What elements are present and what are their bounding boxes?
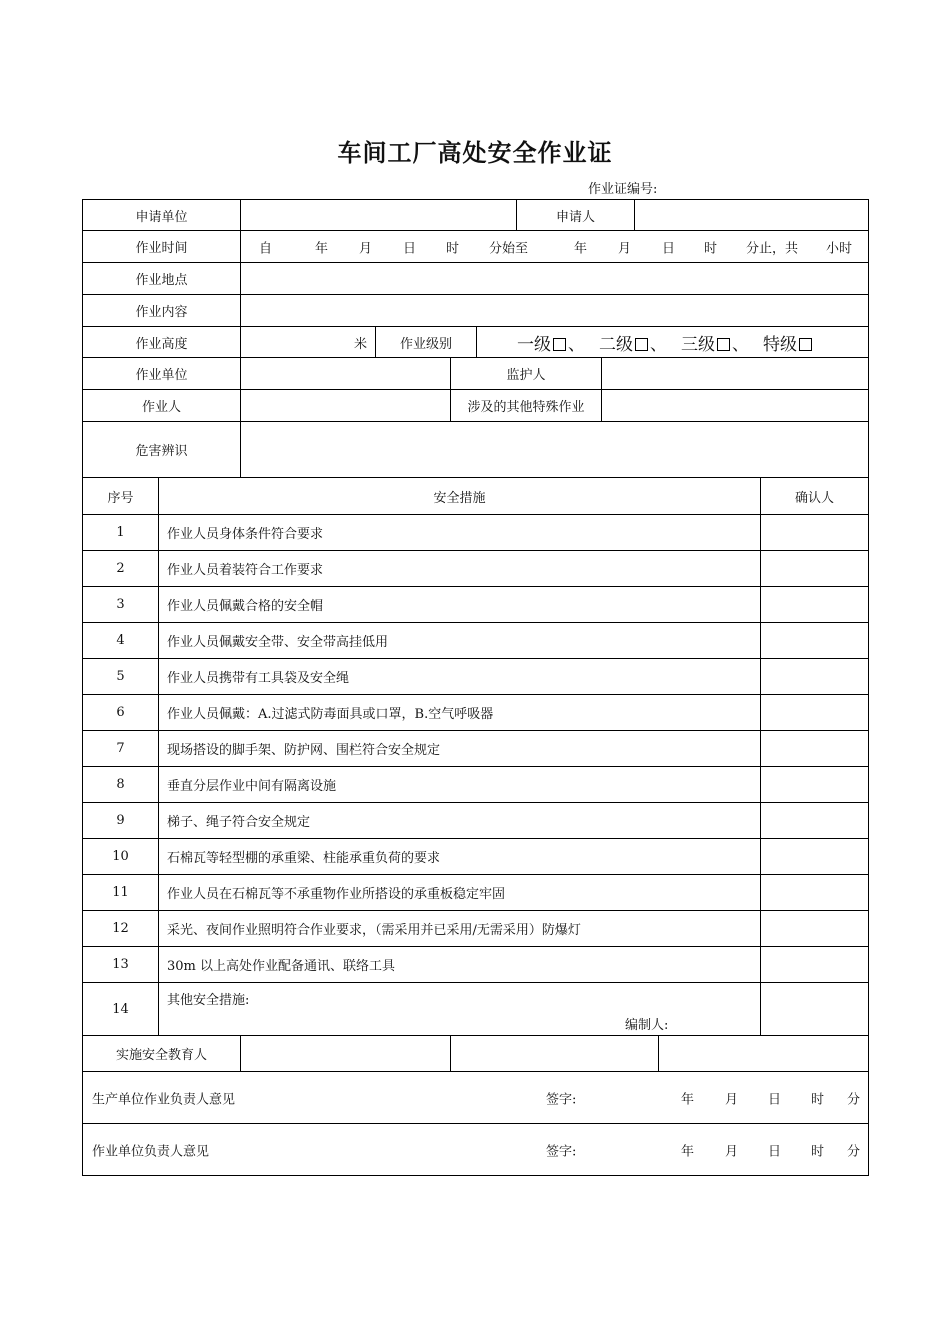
- worker-field[interactable]: [241, 390, 451, 421]
- opinion-label: 作业单位负责人意见: [92, 1144, 210, 1159]
- row-content: [82, 295, 869, 327]
- other-measures-label: 其他安全措施:: [167, 993, 250, 1008]
- level-option-3[interactable]: 三级 、: [681, 334, 749, 355]
- level-label: 作业级别: [376, 327, 477, 357]
- date-part: 时: [811, 1144, 825, 1159]
- row-work-unit: [82, 358, 869, 390]
- date-part: 日: [768, 1092, 782, 1107]
- measure-no: 11: [83, 875, 159, 910]
- other-special-label: 涉及的其他特殊作业: [451, 390, 602, 421]
- date-part: 月: [725, 1144, 739, 1159]
- supervisor-label: 监护人: [451, 358, 602, 389]
- time-part: 时: [704, 241, 718, 256]
- row-location: [82, 263, 869, 295]
- measure-no: 7: [83, 731, 159, 766]
- measure-text: 垂直分层作业中间有隔离设施: [159, 767, 761, 802]
- row-height-level: [82, 327, 869, 358]
- measure-text: 作业人员佩戴：A.过滤式防毒面具或口罩，B.空气呼吸器: [159, 695, 761, 730]
- applicant-field[interactable]: [635, 200, 868, 230]
- sign-label: 签字:: [546, 1144, 577, 1159]
- confirm-field[interactable]: [761, 803, 868, 838]
- measure-no: 6: [83, 695, 159, 730]
- measure-no: 14: [83, 983, 159, 1035]
- measures-header: [82, 478, 869, 515]
- other-measures-field[interactable]: [159, 983, 761, 1035]
- confirm-field[interactable]: [761, 623, 868, 658]
- content-field[interactable]: [241, 295, 868, 326]
- measure-no: 2: [83, 551, 159, 586]
- confirm-field[interactable]: [761, 695, 868, 730]
- apply-unit-field[interactable]: [241, 200, 517, 230]
- educator-field-1[interactable]: [241, 1036, 451, 1071]
- location-label: 作业地点: [83, 263, 241, 294]
- confirm-field[interactable]: [761, 551, 868, 586]
- row-apply-unit: [82, 199, 869, 231]
- sign-label: 签字:: [546, 1092, 577, 1107]
- table-row: [82, 695, 869, 731]
- other-special-field[interactable]: [602, 390, 868, 421]
- time-part: 年: [315, 241, 329, 256]
- measure-no: 13: [83, 947, 159, 982]
- level-option-4[interactable]: 特级: [763, 330, 814, 355]
- level-option-2[interactable]: 二级 、: [599, 334, 667, 355]
- apply-unit-label: 申请单位: [83, 200, 241, 230]
- measure-text: 作业人员在石棉瓦等不承重物作业所搭设的承重板稳定牢固: [159, 875, 761, 910]
- content-label: 作业内容: [83, 295, 241, 326]
- table-row: [82, 911, 869, 947]
- col-no-header: 序号: [83, 478, 159, 514]
- table-row: [82, 623, 869, 659]
- confirm-field[interactable]: [761, 767, 868, 802]
- work-unit-field[interactable]: [241, 358, 451, 389]
- checkbox-icon[interactable]: [717, 338, 730, 351]
- confirm-field[interactable]: [761, 839, 868, 874]
- level-option-1[interactable]: 一级 、: [517, 334, 585, 355]
- table-row: [82, 947, 869, 983]
- time-part: 分始至: [489, 241, 529, 256]
- time-part: 日: [403, 241, 417, 256]
- time-part: 自: [259, 241, 273, 256]
- measure-text: 石棉瓦等轻型棚的承重梁、柱能承重负荷的要求: [159, 839, 761, 874]
- applicant-label: 申请人: [517, 200, 635, 230]
- measure-text: 采光、夜间作业照明符合作业要求，（需采用并已采用/无需采用）防爆灯: [159, 911, 761, 946]
- measure-no: 4: [83, 623, 159, 658]
- time-part: 年: [574, 241, 588, 256]
- date-part: 年: [681, 1092, 695, 1107]
- height-field[interactable]: [241, 327, 376, 357]
- measure-text: 梯子、绳子符合安全规定: [159, 803, 761, 838]
- table-row-other: [82, 983, 869, 1036]
- measure-text: 作业人员身体条件符合要求: [159, 515, 761, 550]
- row-educator: [82, 1036, 869, 1072]
- row-production-opinion[interactable]: [82, 1072, 869, 1124]
- author-label: 编制人:: [625, 1018, 669, 1033]
- educator-field-2[interactable]: [451, 1036, 659, 1071]
- hazard-label: 危害辨识: [83, 422, 241, 477]
- time-part: 时: [446, 241, 460, 256]
- table-row: [82, 875, 869, 911]
- measure-text: 作业人员携带有工具袋及安全绳: [159, 659, 761, 694]
- table-row: [82, 731, 869, 767]
- confirm-field[interactable]: [761, 731, 868, 766]
- measure-no: 1: [83, 515, 159, 550]
- table-row: [82, 839, 869, 875]
- level-options: [477, 327, 868, 357]
- table-row: [82, 551, 869, 587]
- time-part: 月: [618, 241, 632, 256]
- hazard-field[interactable]: [241, 422, 868, 477]
- table-row: [82, 767, 869, 803]
- measure-no: 5: [83, 659, 159, 694]
- table-row: [82, 803, 869, 839]
- row-hazard: [82, 422, 869, 478]
- confirm-field[interactable]: [761, 515, 868, 550]
- work-time-label: 作业时间: [83, 231, 241, 262]
- time-part: 分止，共: [746, 241, 799, 256]
- height-unit: 米: [353, 336, 367, 352]
- table-row: [82, 515, 869, 551]
- permit-number-label: 作业证编号:: [588, 182, 658, 197]
- table-row: [82, 659, 869, 695]
- measure-no: 3: [83, 587, 159, 622]
- work-time-field[interactable]: [241, 231, 868, 262]
- worker-label: 作业人: [83, 390, 241, 421]
- date-part: 日: [768, 1144, 782, 1159]
- col-confirm-header: 确认人: [794, 490, 834, 506]
- confirm-field[interactable]: [761, 911, 868, 946]
- permit-title: 车间工厂高处安全作业证: [337, 138, 613, 167]
- measure-text: 作业人员佩戴合格的安全帽: [159, 587, 761, 622]
- measure-text: 30m 以上高处作业配备通讯、联络工具: [159, 947, 761, 982]
- time-part: 小时: [826, 241, 853, 256]
- educator-label: 实施安全教育人: [83, 1036, 241, 1071]
- location-field[interactable]: [241, 263, 868, 294]
- confirm-field[interactable]: [761, 947, 868, 982]
- time-part: 月: [359, 241, 373, 256]
- col-measure-header: 安全措施: [159, 478, 761, 514]
- date-part: 时: [811, 1092, 825, 1107]
- table-row: [82, 587, 869, 623]
- measure-no: 10: [83, 839, 159, 874]
- date-part: 分: [847, 1144, 861, 1159]
- checkbox-icon[interactable]: [635, 338, 648, 351]
- measure-no: 9: [83, 803, 159, 838]
- confirm-field[interactable]: [761, 875, 868, 910]
- confirm-field[interactable]: [761, 659, 868, 694]
- date-part: 年: [681, 1144, 695, 1159]
- educator-field-3[interactable]: [659, 1036, 868, 1071]
- confirm-field[interactable]: [761, 587, 868, 622]
- measure-no: 8: [83, 767, 159, 802]
- supervisor-field[interactable]: [602, 358, 868, 389]
- measure-text: 现场搭设的脚手架、防护网、围栏符合安全规定: [159, 731, 761, 766]
- measure-text: 作业人员着装符合工作要求: [159, 551, 761, 586]
- confirm-field[interactable]: [761, 983, 868, 1035]
- permit-form: [82, 199, 869, 1176]
- opinion-label: 生产单位作业负责人意见: [92, 1092, 236, 1107]
- measure-no: 12: [83, 911, 159, 946]
- date-part: 分: [847, 1092, 861, 1107]
- date-part: 月: [725, 1092, 739, 1107]
- height-label: 作业高度: [83, 327, 241, 357]
- measure-text: 作业人员佩戴安全带、安全带高挂低用: [159, 623, 761, 658]
- row-work-unit-opinion[interactable]: [82, 1124, 869, 1176]
- row-worker: [82, 390, 869, 422]
- checkbox-icon[interactable]: [553, 338, 566, 351]
- time-part: 日: [662, 241, 676, 256]
- work-unit-label: 作业单位: [83, 358, 241, 389]
- checkbox-icon[interactable]: [799, 338, 812, 351]
- row-work-time: [82, 231, 869, 263]
